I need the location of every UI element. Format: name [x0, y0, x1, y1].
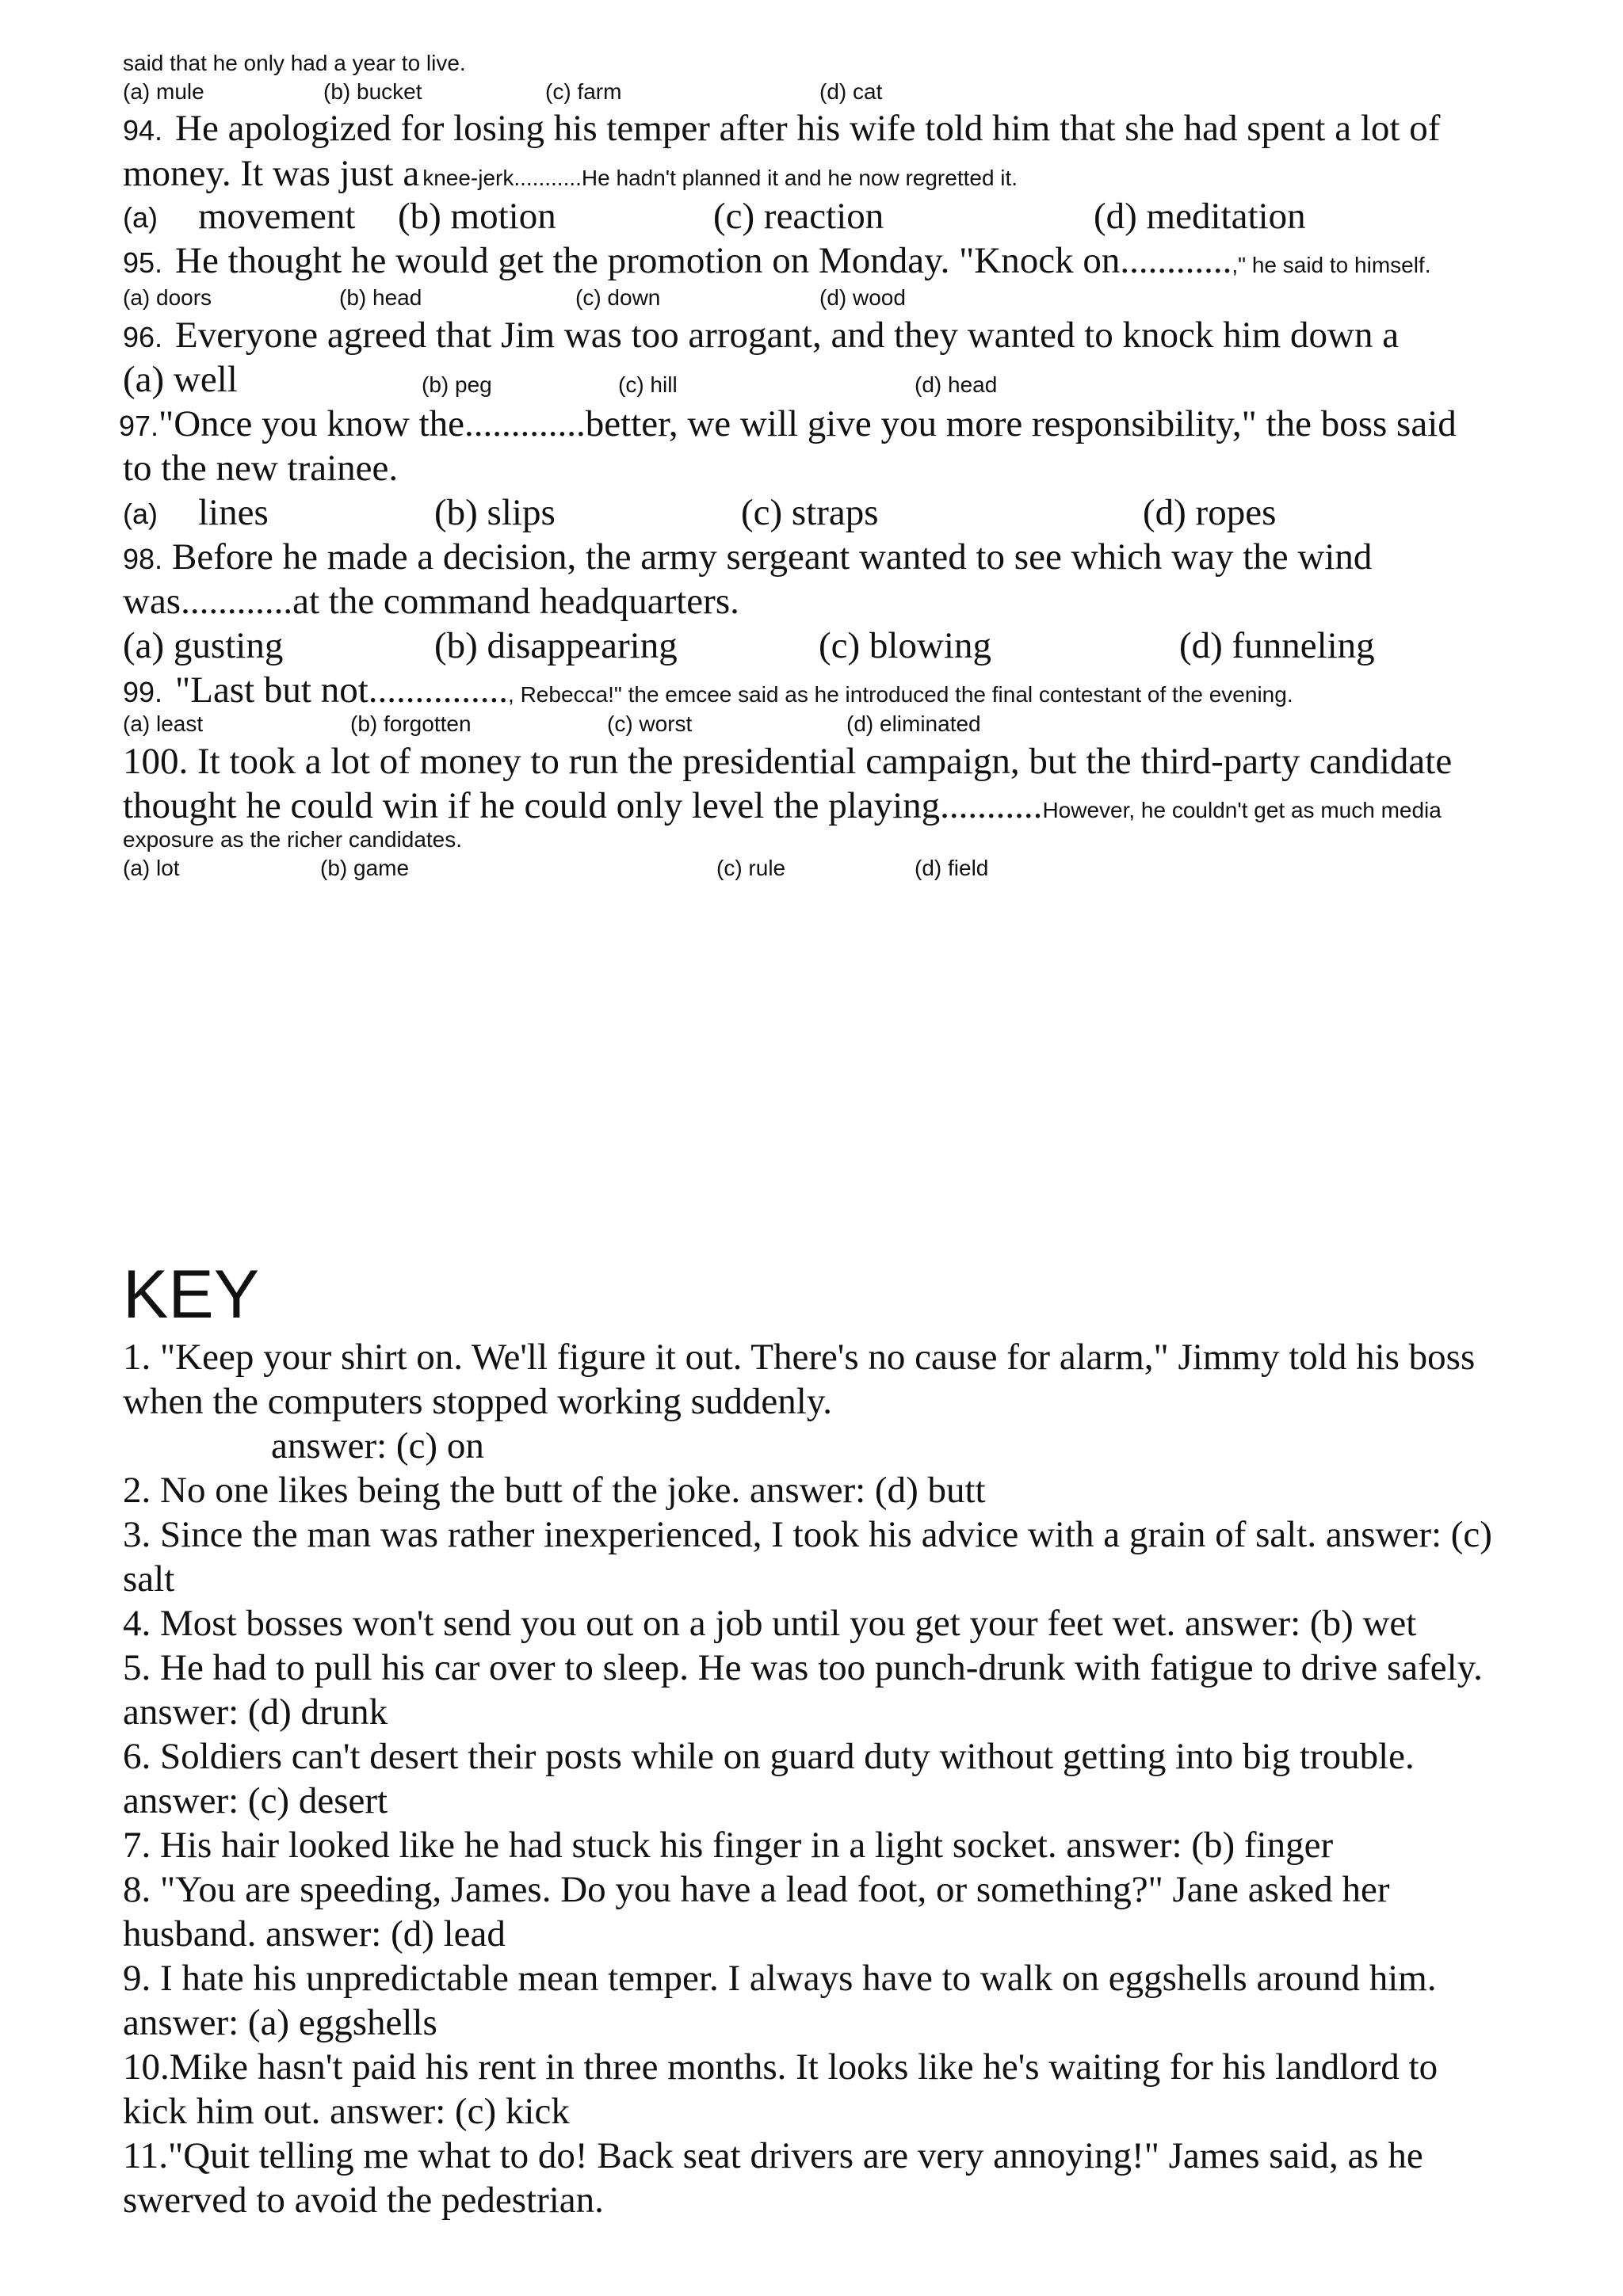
q93-option-d: (d) cat — [819, 79, 883, 104]
q100-text-small: However, he couldn't get as much media — [1042, 798, 1442, 822]
key-line: 3. Since the man was rather inexperienced, I took his advice with a grain of salt. answer: (c) — [123, 1514, 1492, 1555]
q98-option-b: (b) disappearing — [434, 625, 678, 666]
q96-option-a: (a) well — [123, 359, 238, 400]
q93-option-b: (b) bucket — [323, 79, 422, 104]
key-line: answer: (c) on — [271, 1425, 484, 1466]
key-line: answer: (d) drunk — [123, 1691, 388, 1733]
q96-option-b: (b) peg — [422, 372, 492, 397]
q99-option-d: (d) eliminated — [846, 711, 981, 736]
q98-number: 98. — [123, 543, 163, 575]
key-line: husband. answer: (d) lead — [123, 1913, 506, 1955]
q99-option-a: (a) least — [123, 711, 204, 736]
q98-line-1 — [123, 536, 1372, 578]
q100-line-2 — [123, 784, 1442, 827]
q100-line-3: exposure as the richer candidates. — [123, 827, 463, 852]
key-line: 9. I hate his unpredictable mean temper. I always have to walk on eggshells around him. — [123, 1958, 1437, 1999]
q95-line-1 — [123, 239, 1431, 282]
q95-text: He thought he would get the promotion on Monday. "Knock on............ — [175, 240, 1232, 281]
key-line: 6. Soldiers can't desert their posts while on guard duty without getting into big trouble. — [123, 1736, 1415, 1777]
q99-text: "Last but not............... — [175, 669, 509, 711]
q97-option-a: lines — [198, 492, 269, 533]
q100-option-d: (d) field — [915, 856, 989, 880]
q100-text-2: thought he could win if he could only level the playing........... — [123, 785, 1043, 826]
key-line: 10.Mike hasn't paid his rent in three months. It looks like he's waiting for his landlord to — [123, 2046, 1438, 2088]
key-line: 7. His hair looked like he had stuck his finger in a light socket. answer: (b) finger — [123, 1825, 1334, 1866]
key-line: answer: (c) desert — [123, 1780, 388, 1821]
q94-option-b: (b) motion — [398, 196, 556, 237]
q98-option-a: (a) gusting — [123, 625, 284, 666]
key-line: 8. "You are speeding, James. Do you have a lead foot, or something?" Jane asked her — [123, 1869, 1390, 1910]
q96-text: Everyone agreed that Jim was too arrogant, and they wanted to knock him down a — [175, 315, 1400, 356]
q97-number: 97. — [119, 410, 159, 442]
q97-option-d: (d) ropes — [1143, 492, 1277, 533]
q99-text-small: , Rebecca!" the emcee said as he introduced the final contestant of the evening. — [508, 682, 1293, 707]
q97-option-a-label: (a) — [123, 498, 158, 530]
q100-option-b: (b) game — [320, 856, 410, 880]
key-line: 11."Quit telling me what to do! Back seat drivers are very annoying!" James said, as he — [123, 2135, 1423, 2176]
q97-option-b: (b) slips — [434, 492, 556, 533]
q96-option-d: (d) head — [915, 372, 998, 397]
q94-number: 94. — [123, 114, 163, 147]
q95-option-a: (a) doors — [123, 285, 212, 310]
q96-option-c: (c) hill — [618, 372, 678, 397]
q95-text-small: ," he said to himself. — [1232, 253, 1431, 277]
key-line: 4. Most bosses won't send you out on a job until you get your feet wet. answer: (b) wet — [123, 1603, 1417, 1644]
q94-text-2: money. It was just a — [123, 153, 420, 194]
q95-option-b: (b) head — [339, 285, 422, 310]
q94-option-d: (d) meditation — [1094, 196, 1306, 237]
q100-option-c: (c) rule — [716, 856, 786, 880]
q99-option-b: (b) forgotten — [350, 711, 472, 736]
key-heading: KEY — [123, 1257, 260, 1333]
q98-option-d: (d) funneling — [1179, 625, 1375, 666]
q95-option-d: (d) wood — [819, 285, 906, 310]
q94-text-small: knee-jerk...........He hadn't planned it and he now regretted it. — [422, 166, 1018, 190]
key-line: 1. "Keep your shirt on. We'll figure it out. There's no cause for alarm," Jimmy told his boss — [123, 1337, 1476, 1378]
q97-option-c: (c) straps — [741, 492, 879, 533]
q96-line-1 — [123, 314, 1399, 357]
q97-text: "Once you know the.............better, we will give you more responsibility," the boss said — [158, 403, 1457, 444]
q93-option-c: (c) farm — [545, 79, 622, 104]
q94-text: He apologized for losing his temper after his wife told him that she had spent a lot of — [175, 108, 1441, 149]
q96-number: 96. — [123, 321, 163, 353]
q100-line-1: 100. It took a lot of money to run the presidential campaign, but the third-party candidate — [123, 741, 1453, 782]
q94-option-c: (c) reaction — [713, 196, 884, 237]
q100-option-a: (a) lot — [123, 856, 180, 880]
q94-option-a-label: (a) — [123, 201, 158, 234]
key-line: salt — [123, 1558, 175, 1600]
q97-line-1 — [119, 402, 1457, 445]
q98-option-c: (c) blowing — [819, 625, 991, 666]
q95-number: 95. — [123, 246, 163, 279]
q93-tail: said that he only had a year to live. — [123, 51, 466, 75]
q98-text: Before he made a decision, the army sergeant wanted to see which way the wind — [172, 536, 1373, 578]
q94-option-a: movement — [198, 196, 356, 237]
key-line: 2. No one likes being the butt of the joke. answer: (d) butt — [123, 1470, 986, 1511]
q95-option-c: (c) down — [575, 285, 661, 310]
q94-line-1 — [123, 107, 1440, 150]
key-line: answer: (a) eggshells — [123, 2002, 437, 2043]
q98-text-2: was............at the command headquarters. — [123, 581, 739, 622]
q97-text-2: to the new trainee. — [123, 448, 399, 489]
q99-line-1 — [123, 669, 1293, 711]
key-line: swerved to avoid the pedestrian. — [123, 2180, 604, 2221]
q99-number: 99. — [123, 676, 163, 708]
key-line: when the computers stopped working suddenly. — [123, 1381, 833, 1422]
key-line: 5. He had to pull his car over to sleep. He was too punch-drunk with fatigue to drive safely. — [123, 1647, 1483, 1688]
q99-option-c: (c) worst — [607, 711, 693, 736]
key-line: kick him out. answer: (c) kick — [123, 2091, 570, 2132]
q94-line-2 — [123, 152, 1018, 195]
q93-option-a: (a) mule — [123, 79, 204, 104]
